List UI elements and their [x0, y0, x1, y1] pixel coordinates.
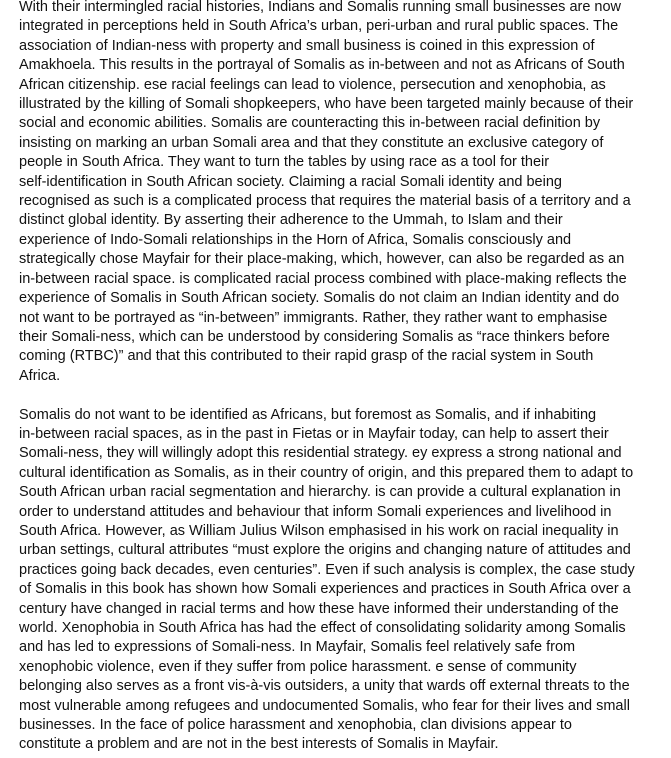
text-line: strategically chose Mayfair for their place-making, which, however, can also be regarded as an	[19, 251, 625, 268]
text-line: belonging also serves as a front vis-à-vis outsiders, a unity that wards off external threats to the	[19, 678, 630, 695]
text-line: and has led to expressions of Somali-ness. In Mayfair, Somalis feel relatively safe from	[19, 639, 576, 656]
text-line: their Somali-ness, which can be understood by considering Somalis as “race thinkers before	[19, 328, 610, 345]
text-line: urban settings, cultural attributes “must explore the origins and changing nature of attitudes and	[19, 542, 631, 559]
text-line: most vulnerable among refugees and undocumented Somalis, who fear for their lives and small	[19, 697, 630, 714]
text-line: in-between racial space. is complicated racial process combined with place-making reflects the	[19, 270, 627, 287]
text-line: insisting on marking an urban Somali area and that they constitute an exclusive category of	[19, 134, 604, 151]
text-line: cultural identification as Somalis, as in their country of origin, and this prepared them to adapt to	[19, 464, 634, 481]
text-line: South Africa. However, as William Julius Wilson emphasised in his work on racial inequality in	[19, 522, 619, 539]
text-line: Africa.	[19, 367, 61, 384]
paragraph-2	[19, 406, 649, 755]
text-line: of Somalis in this book has shown how Somali experiences and practices in South Africa over a	[19, 581, 631, 598]
text-line: With their intermingled racial histories, Indians and Somalis running small businesses are now	[19, 0, 622, 15]
text-line: self-identification in South African society. Claiming a racial Somali identity and being	[19, 173, 562, 190]
text-line: constitute a problem and are not in the best interests of Somalis in Mayfair.	[19, 736, 499, 753]
text-line: practices going back decades, even centuries”. Even if such analysis is complex, the case study	[19, 561, 635, 578]
text-line: century have changed in racial terms and how these have informed their understanding of the	[19, 600, 619, 617]
text-line: integrated in perceptions held in South Africa’s urban, peri-urban and rural public spaces. The	[19, 18, 619, 35]
text-line: businesses. In the face of police harassment and xenophobia, clan divisions appear to	[19, 717, 572, 734]
text-line: not want to be portrayed as “in-between” immigrants. Rather, they rather want to emphasise	[19, 309, 608, 326]
text-line: recognised as such is a complicated process that requires the material basis of a territory and a	[19, 193, 631, 210]
text-line: African citizenship. ese racial feelings can lead to violence, persecution and xenophobia, as	[19, 76, 606, 93]
text-line: experience of Somalis in South African society. Somalis do not claim an Indian identity and do	[19, 290, 620, 307]
text-line: experience of Indo-Somali relationships in the Horn of Africa, Somalis consciously and	[19, 231, 572, 248]
paragraph-1	[19, 0, 649, 386]
text-line: Somali-ness, they will willingly adopt this residential strategy. ey express a strong national and	[19, 445, 622, 462]
text-line: order to understand attitudes and behaviour that inform Somali experiences and livelihood in	[19, 503, 612, 520]
document-page	[19, 0, 649, 755]
text-line: people in South Africa. They want to turn the tables by using race as a tool for their	[19, 154, 550, 171]
text-line: illustrated by the killing of Somali shopkeepers, who have been targeted mainly because of their	[19, 96, 634, 113]
text-line: Somalis do not want to be identified as Africans, but foremost as Somalis, and if inhabiting	[19, 406, 597, 423]
text-line: social and economic abilities. Somalis are counteracting this in-between racial definition by	[19, 115, 601, 132]
text-line: Amakhoela. This results in the portrayal of Somalis as in-between and not as Africans of South	[19, 57, 625, 74]
text-line: world. Xenophobia in South Africa has had the effect of consolidating solidarity among Somalis	[19, 619, 626, 636]
text-line: distinct global identity. By asserting their adherence to the Ummah, to Islam and their	[19, 212, 563, 229]
text-line: xenophobic violence, even if they suffer from police harassment. e sense of community	[19, 658, 577, 675]
text-line: coming (RTBC)” and that this contributed to their rapid grasp of the racial system in South	[19, 348, 594, 365]
text-line: association of Indian-ness with property and small business is coined in this expression of	[19, 37, 595, 54]
text-line: South African urban racial segmentation and hierarchy. is can provide a cultural explanation in	[19, 484, 621, 501]
text-line: in-between racial spaces, as in the past in Fietas or in Mayfair today, can help to assert their	[19, 425, 609, 442]
